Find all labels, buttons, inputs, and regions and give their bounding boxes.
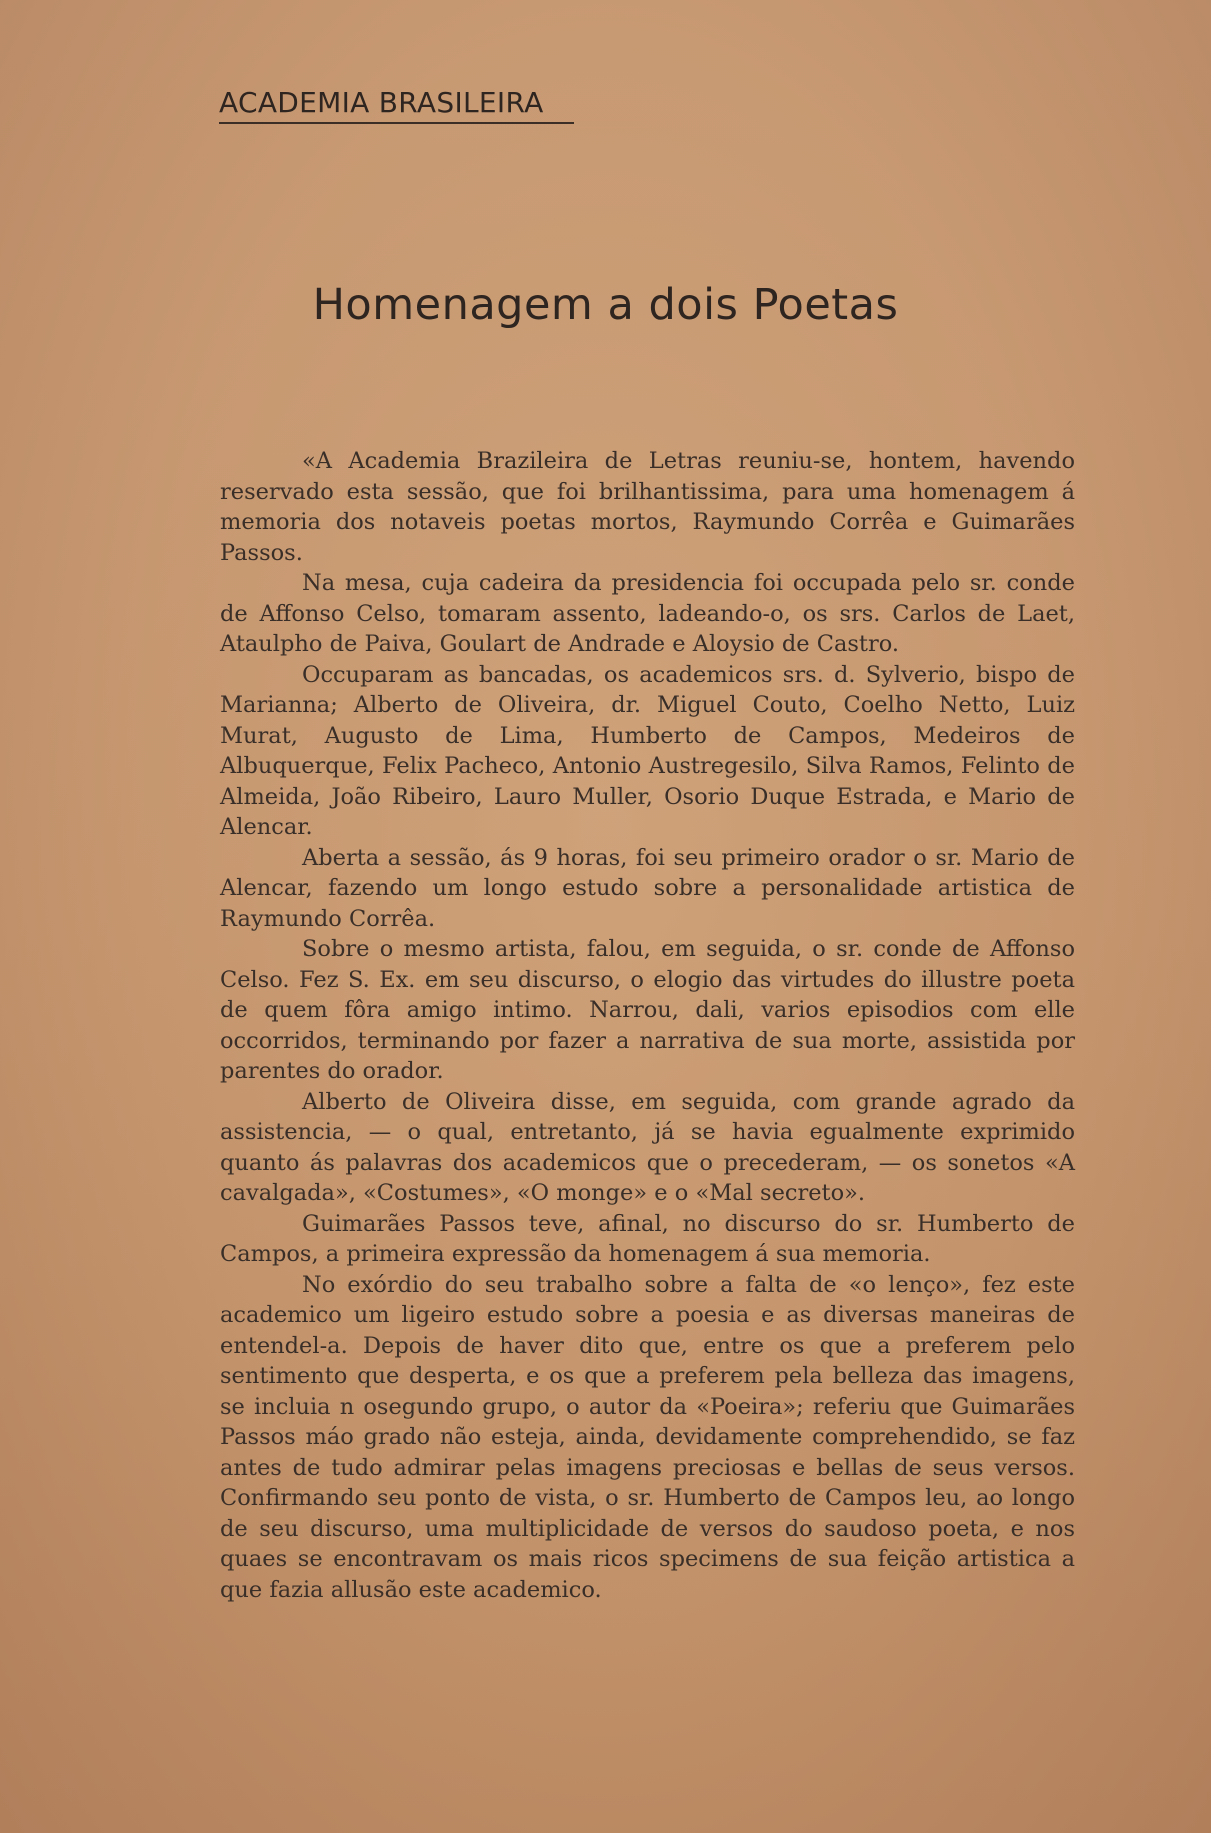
article-body — [220, 446, 1075, 1605]
paragraph: Occuparam as bancadas, os academicos srs. d. Sylverio, bispo de Marianna; Alberto de Oliveira, dr. Miguel Couto, Coelho Netto, Luiz Murat, Augusto de Lima, Humberto de Campos, Medeiros de Albuquerque, Felix Pacheco, Antonio Austregesilo, Silva Ramos, Felinto de Almeida, João Ribeiro, Lauro Muller, Osorio Duque Estrada, e Mario de Alencar. — [220, 661, 1075, 840]
running-header: ACADEMIA BRASILEIRA — [219, 86, 574, 124]
paragraph: Sobre o mesmo artista, falou, em seguida, o sr. conde de Affonso Celso. Fez S. Ex. em seu discurso, o elogio das virtudes do illustre poeta de quem fôra amigo intimo. Narrou, dali, varios episodios com elle occorridos, terminando por fazer a narrativa de sua morte, assistida por parentes do orador. — [220, 936, 1075, 1084]
paragraph: Guimarães Passos teve, afinal, no discurso do sr. Humberto de Campos, a primeira expressão da homenagem á sua memoria. — [220, 1210, 1075, 1267]
paragraph: Aberta a sessão, ás 9 horas, foi seu primeiro orador o sr. Mario de Alencar, fazendo um longo estudo sobre a personalidade artistica de Raymundo Corrêa. — [220, 844, 1075, 932]
paragraph: Na mesa, cuja cadeira da presidencia foi occupada pelo sr. conde de Affonso Celso, tomaram assento, ladeando-o, os srs. Carlos de Laet, Ataulpho de Paiva, Goulart de Andrade e Aloysio de Castro. — [220, 570, 1075, 657]
paragraph: Alberto de Oliveira disse, em seguida, com grande agrado da assistencia, — o qual, entretanto, já se havia egualmente exprimido quanto ás palavras dos academicos que o precederam, — os sonetos «A cavalgada», «Costumes», «O monge» e o «Mal secreto». — [220, 1088, 1075, 1206]
article-title: Homenagem a dois Poetas — [312, 280, 899, 330]
paragraph: No exórdio do seu trabalho sobre a falta de «o lenço», fez este academico um ligeiro estudo sobre a poesia e as diversas maneiras de entendel-a. Depois de haver dito que, entre os que a preferem pelo sentimento que desperta, e os que a preferem pela belleza das imagens, se incluia n osegundo grupo, o autor da «Poeira»; referiu que Guimarães Passos máo grado não esteja, ainda, devidamente comprehendido, se faz antes de tudo admirar pelas imagens preciosas e bellas de seus versos. Confirmando seu ponto de vista, o sr. Humberto de Campos leu, ao longo de seu discurso, uma multiplicidade de versos do saudoso poeta, e nos quaes se encontravam os mais ricos specimens de sua feição artistica a que fazia allusão este academico. — [220, 1271, 1075, 1603]
paragraph: «A Academia Brazileira de Letras reuniu-se, hontem, havendo reservado esta sessão, que foi brilhantissima, para uma homenagem á memoria dos notaveis poetas mortos, Raymundo Corrêa e Guimarães Passos. — [220, 448, 1075, 566]
